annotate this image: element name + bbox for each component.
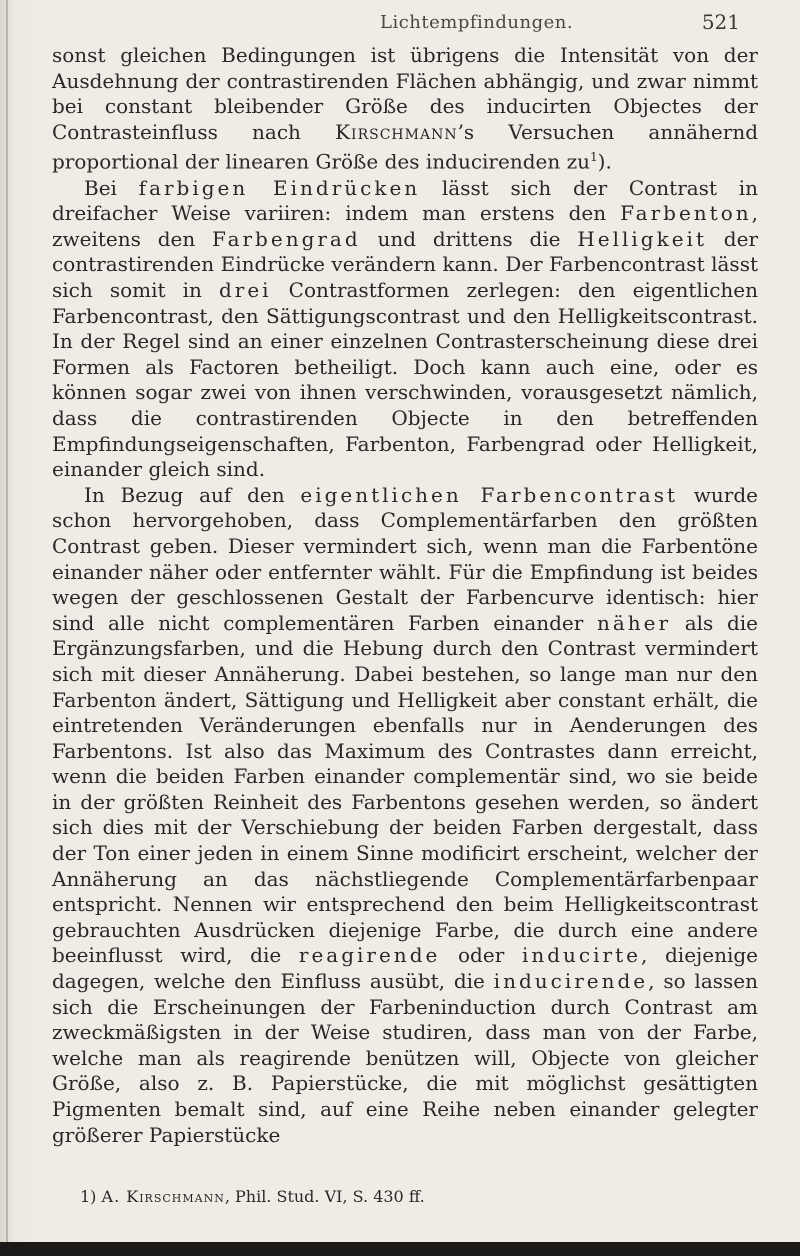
text-run: der contrastirenden Eindrücke verändern kann. Der Farbencontrast lässt sich somit in xyxy=(52,226,759,302)
body-text xyxy=(52,43,758,1148)
text-run: oder xyxy=(440,943,522,968)
text-run: lässt sich der Contrast in dreifacher Weise variiren: indem man erstens den xyxy=(52,175,758,226)
text-run: , diejenige dagegen, welche den Einfluss ausübt, die xyxy=(52,943,758,994)
emphasis-text: farbigen Eindrücken xyxy=(138,175,421,200)
footnote-ref: 1 xyxy=(590,150,598,165)
emphasis-text: eigentlichen Farbencontrast xyxy=(300,482,679,507)
emphasis-text: inducirte xyxy=(521,943,641,968)
footnote xyxy=(80,1187,760,1207)
text-run: Bei xyxy=(84,175,139,200)
text-run: , zweitens den xyxy=(52,201,758,251)
text-run: und drittens die xyxy=(360,226,578,251)
footnote-marker: 1) xyxy=(80,1187,97,1206)
footnote-reference: , Phil. Stud. VI, S. 430 ff. xyxy=(224,1187,425,1206)
author-name: Kirschmann xyxy=(335,119,458,144)
binding-gutter xyxy=(6,0,8,1256)
emphasis-text: Helligkeit xyxy=(577,226,707,251)
text-run: ). xyxy=(597,150,612,175)
running-head xyxy=(0,8,800,36)
text-run: ’s Versuchen annähernd proportional der linearen Größe des inducirenden zu xyxy=(52,119,759,175)
paragraph xyxy=(52,483,758,1148)
text-run: sonst gleichen Bedingungen ist übrigens die Intensität von der Ausdehnung der contrastirenden Flächen abhängig, und zwar nimmt bei constant bleibender Größe des inducirten Objectes der Contrasteinfluss nach xyxy=(52,43,758,144)
paragraph xyxy=(52,176,758,483)
emphasis-text: drei xyxy=(218,278,272,302)
text-run: wurde schon hervorgehoben, dass Complementärfarben den größten Contrast geben. Dieser vermindert sich, wenn man die Farbentöne einander näher oder entfernter wählt. Für die Empfindung ist beides wegen der geschlossenen Gestalt der Farbencurve identisch: hier sind alle nicht complementären Farben einander xyxy=(52,482,758,635)
emphasis-text: Farbenton xyxy=(620,201,752,226)
emphasis-text: näher xyxy=(596,610,672,635)
emphasis-text: reagirende xyxy=(298,943,441,968)
text-run: , so lassen sich die Erscheinungen der Farbeninduction durch Contrast am zweckmäßigsten in der Weise studiren, dass man von der Farbe, welche man als reagirende benützen will, Objecte von gleicher Größe, also z. B. Papierstücke, die mit möglichst gesättigten Pigmenten bemalt sind, auf eine Reihe neben einander gelegter größerer Papierstücke xyxy=(52,969,758,1147)
footnote-author: A. Kirschmann xyxy=(101,1187,225,1206)
text-run: als die Ergänzungsfarben, und die Hebung durch den Contrast vermindert sich mit dieser Annäherung. Dabei bestehen, so lange man nur den Farbenton ändert, Sättigung und Helligkeit aber constant erhält, die eintretenden Veränderungen ebenfalls nur in Aenderungen des Farbentons. Ist also das Maximum des Contrastes dann erreicht, wenn die beiden Farben einander complementär sind, wo sie beide in der größten Reinheit des Farbentons gesehen werden, so ändert sich dies mit der Verschiebung der beiden Farben dergestalt, dass der Ton einer jeden in einem Sinne modificirt erscheint, welcher der Annäherung an das nächstliegende Complementärfarbenpaar entspricht. Nennen wir entsprechend den beim Helligkeitscontrast gebrauchten Ausdrücken diejenige Farbe, die durch eine andere beeinflusst wird, die xyxy=(52,610,758,968)
page-bottom-edge xyxy=(0,1242,800,1256)
text-run: In Bezug auf den xyxy=(84,482,301,507)
text-run: Contrastformen zerlegen: den eigentlichen Farbencontrast, den Sättigungscontrast und den Helligkeitscontrast. In der Regel sind an einer einzelnen Contrasterscheinung diese drei Formen als Factoren betheiligt. Doch kann auch eine, oder es können sogar zwei von ihnen verschwinden, vorausgesetzt nämlich, dass die contrastirenden Objecte in den betreffenden Empfindungseigenschaften, Farbenton, Farbengrad oder Helligkeit, einander gleich sind. xyxy=(52,278,758,482)
paragraph xyxy=(52,43,758,176)
emphasis-text: inducirende xyxy=(493,969,649,994)
emphasis-text: Farbengrad xyxy=(212,226,361,251)
running-title: Lichtempfindungen. xyxy=(380,12,574,33)
page-number: 521 xyxy=(701,10,740,34)
